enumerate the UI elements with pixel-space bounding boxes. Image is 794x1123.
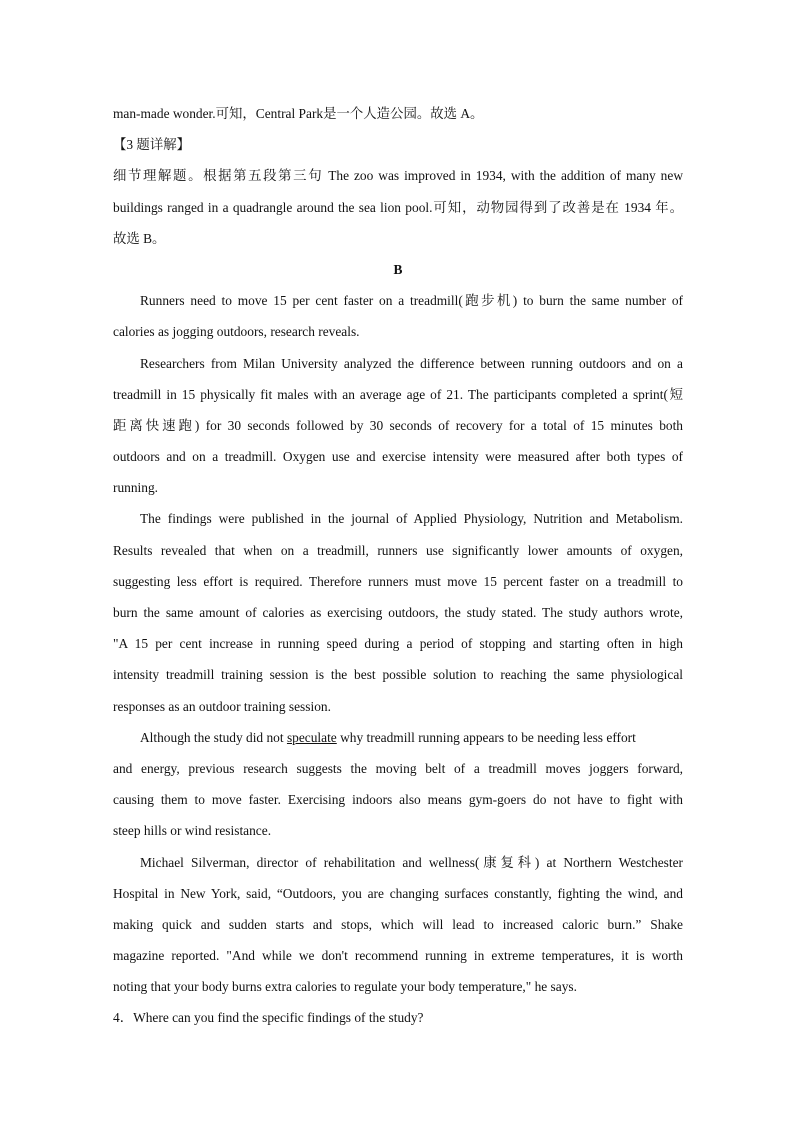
answer-heading: 【3 题详解】 <box>113 137 190 153</box>
underlined-word: speculate <box>286 729 337 745</box>
document-body <box>113 98 683 1034</box>
question-text: 4．Where can you find the specific findings of the study? <box>113 1010 424 1026</box>
passage-line: "A 15 per cent increase in running speed during a period of stopping and starting often in high <box>113 636 683 652</box>
passage-line: Results revealed that when on a treadmill, runners use significantly lower amounts of oxygen, <box>113 542 683 558</box>
passage-line: calories as jogging outdoors, research reveals. <box>113 324 360 340</box>
passage-line: causing them to move faster. Exercising indoors also means gym-goers do not have to fight with <box>113 792 683 808</box>
answer-explanation-line: 细节理解题。根据第五段第三句 The zoo was improved in 1934, with the addition of many new <box>113 168 683 184</box>
passage-text: why treadmill running appears to be needing less effort <box>336 729 636 745</box>
answer-explanation-line: buildings ranged in a quadrangle around the sea lion pool.可知，动物园得到了改善是在 1934 年。 <box>113 199 683 215</box>
passage-line: Researchers from Milan University analyzed the difference between running outdoors and on a <box>140 355 683 371</box>
passage-line: running. <box>113 480 159 496</box>
passage-line: making quick and sudden starts and stops, which will lead to increased caloric burn.” Shake <box>113 916 683 932</box>
passage-line: treadmill in 15 physically fit males with an average age of 21. The participants completed a sprint(短 <box>113 386 683 402</box>
passage-line: The findings were published in the journal of Applied Physiology, Nutrition and Metabolism. <box>140 511 683 527</box>
passage-line: suggesting less effort is required. Therefore runners must move 15 percent faster on a treadmill to <box>113 573 683 589</box>
passage-line: steep hills or wind resistance. <box>113 823 272 839</box>
passage-line: Hospital in New York, said, “Outdoors, you are changing surfaces constantly, fighting the wind, and <box>113 885 683 901</box>
passage-line: magazine reported. "And while we don't recommend running in extreme temperatures, it is worth <box>113 948 683 964</box>
answer-explanation-line: man-made wonder.可知，Central Park是一个人造公园。故选 A。 <box>113 106 484 121</box>
section-label: B <box>393 261 403 277</box>
passage-line: 距离快速跑) for 30 seconds followed by 30 seconds of recovery for a total of 15 minutes both <box>113 417 683 433</box>
passage-line: and energy, previous research suggests the moving belt of a treadmill moves joggers forward, <box>113 760 683 776</box>
passage-line: outdoors and on a treadmill. Oxygen use and exercise intensity were measured after both types of <box>113 449 683 465</box>
answer-explanation-line: 故选 B。 <box>113 230 166 246</box>
passage-line <box>113 722 683 753</box>
passage-line: responses as an outdoor training session. <box>113 698 331 714</box>
passage-line: noting that your body burns extra calories to regulate your body temperature," he says. <box>113 979 577 995</box>
passage-text: Although the study did not <box>140 729 287 745</box>
passage-line: Runners need to move 15 per cent faster on a treadmill(跑步机) to burn the same number of <box>140 293 683 309</box>
passage-line: burn the same amount of calories as exercising outdoors, the study stated. The study authors wrote, <box>113 605 683 620</box>
passage-line: Michael Silverman, director of rehabilitation and wellness(康复科) at Northern Westchester <box>140 854 683 870</box>
passage-line: intensity treadmill training session is the best possible solution to reaching the same physiological <box>113 667 683 683</box>
